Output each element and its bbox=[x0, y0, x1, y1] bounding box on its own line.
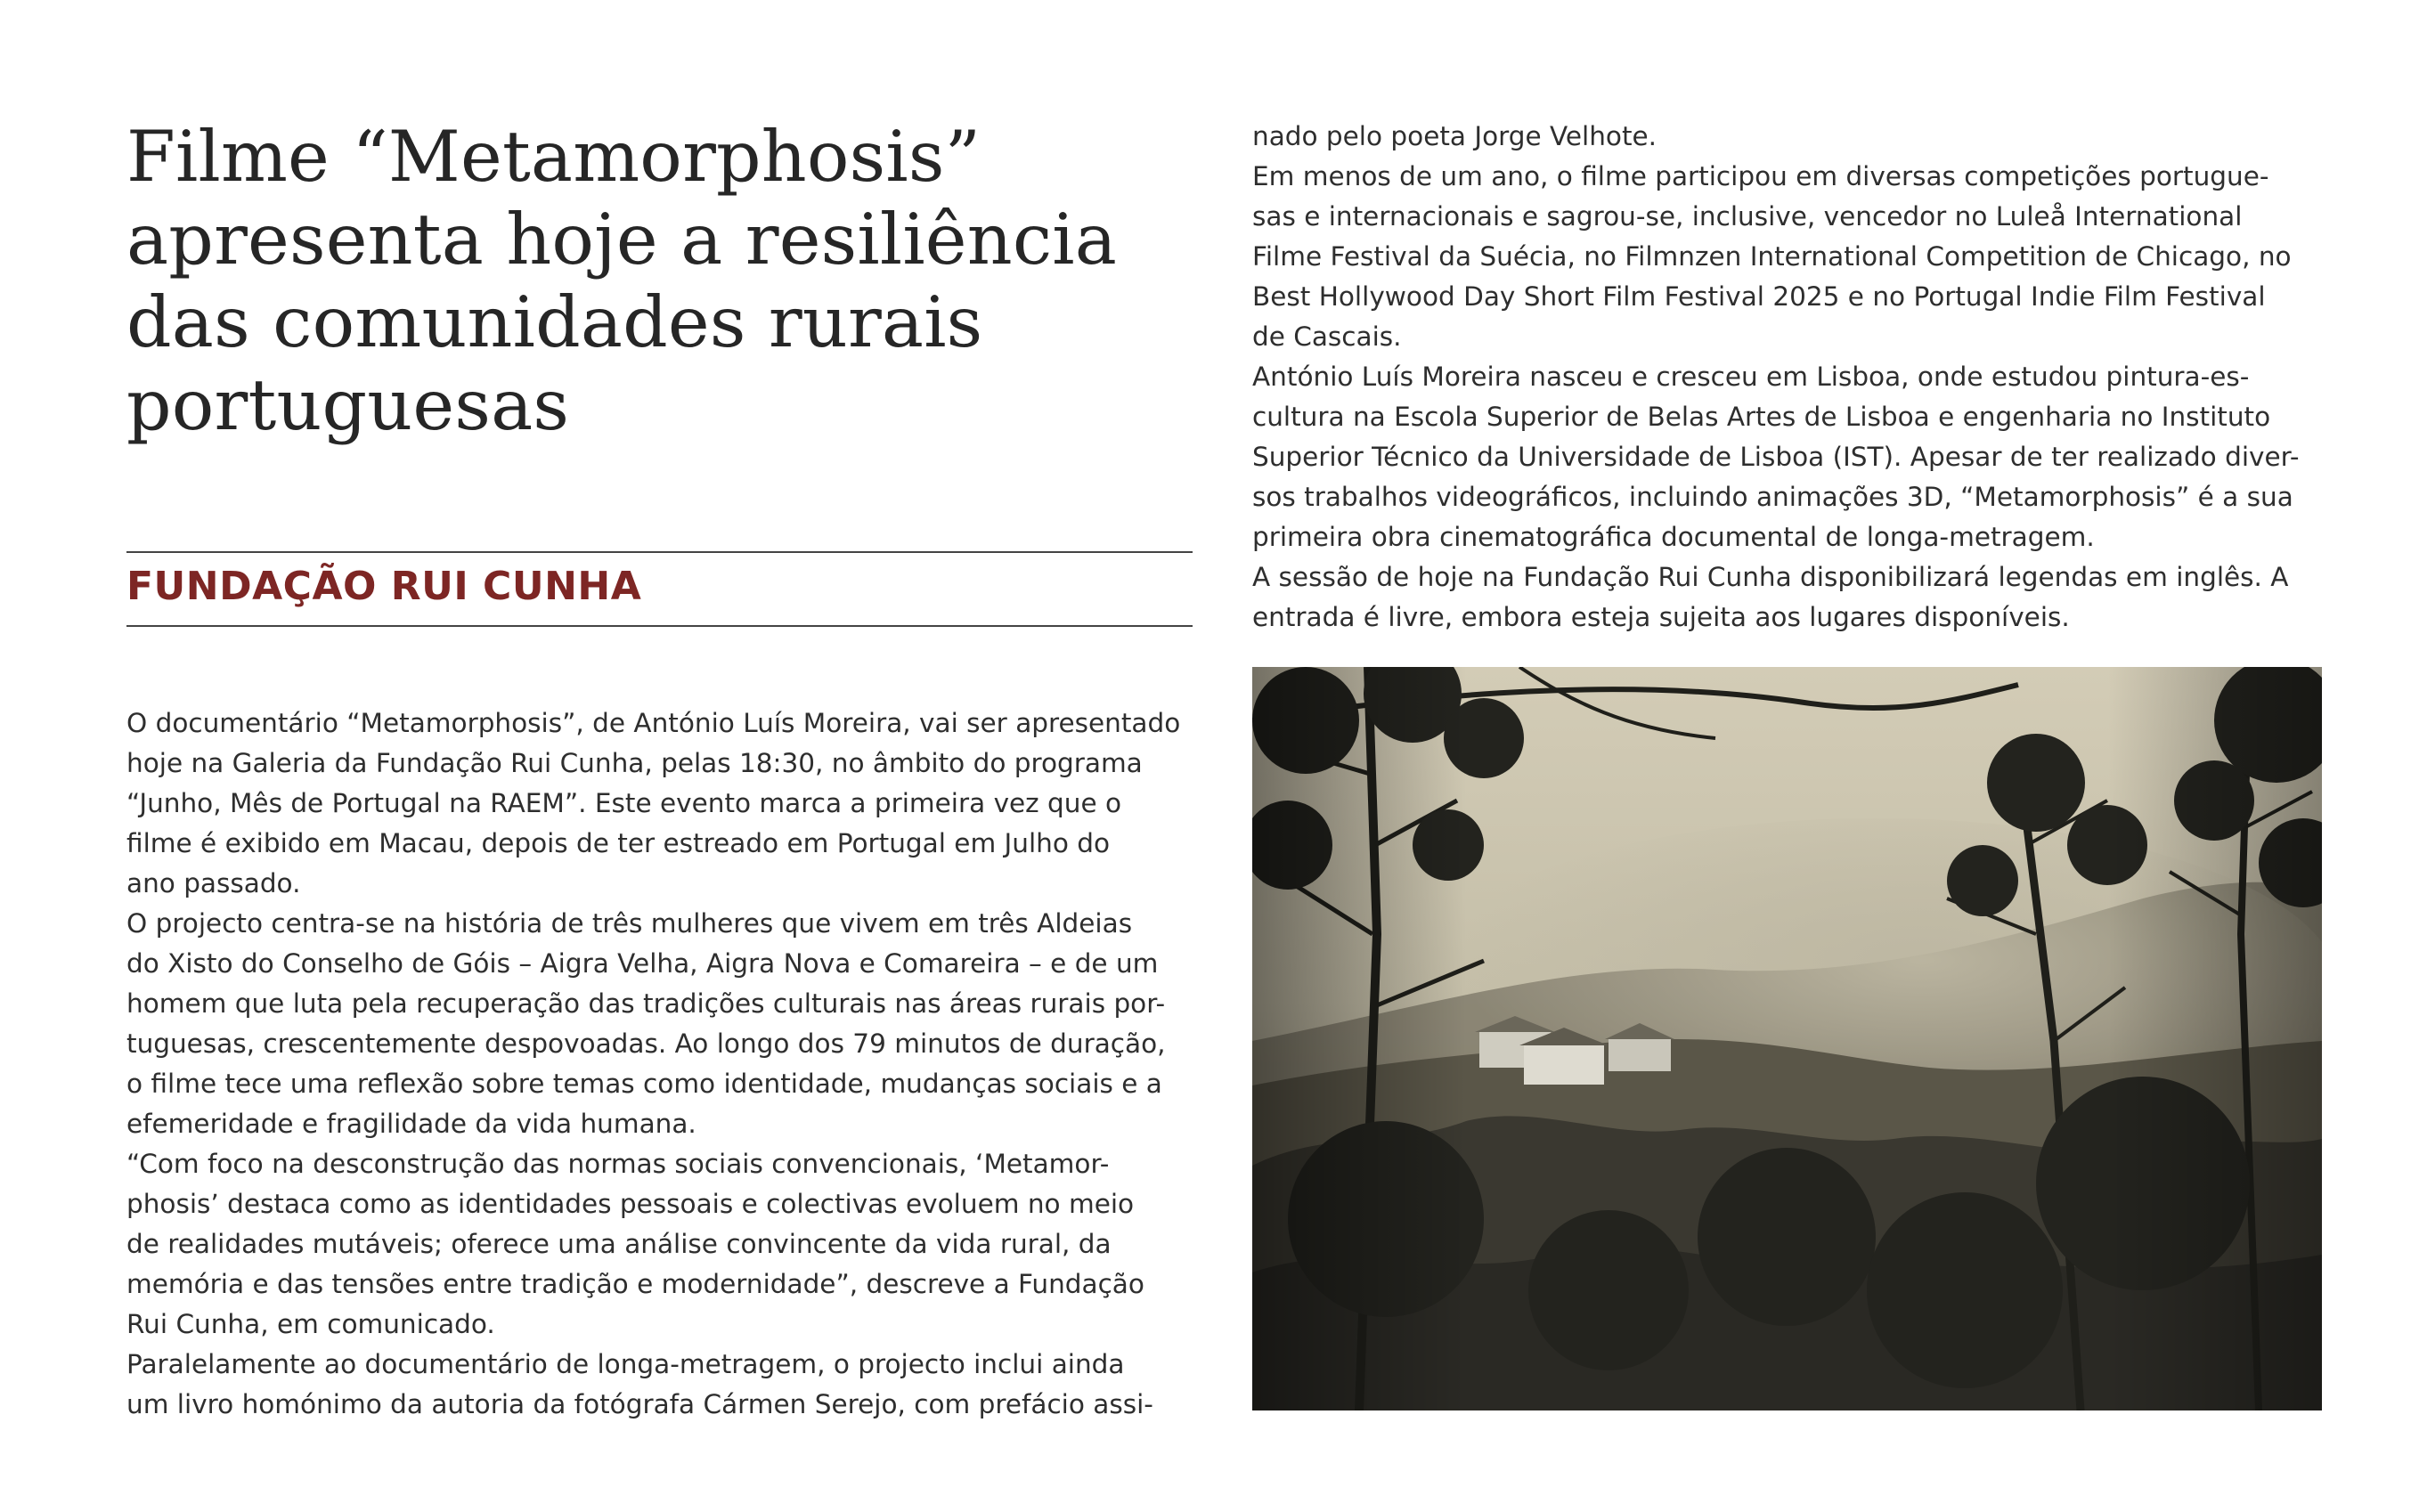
body-paragraph bbox=[126, 703, 1204, 904]
section-label: FUNDAÇÃO RUI CUNHA bbox=[126, 564, 642, 609]
text-line: primeira obra cinematográfica documental de longa-metragem. bbox=[1252, 522, 2095, 552]
text-line: “Com foco na desconstrução das normas sociais convencionais, ‘Metamor- bbox=[126, 1149, 1110, 1179]
text-line: de Cascais. bbox=[1252, 321, 1402, 352]
text-line: “Junho, Mês de Portugal na RAEM”. Este evento marca a primeira vez que o bbox=[126, 788, 1122, 818]
headline-line: apresenta hoje a resiliência bbox=[126, 199, 1118, 280]
text-line: Filme Festival da Suécia, no Filmnzen International Competition de Chicago, no bbox=[1252, 241, 2292, 272]
text-line: Superior Técnico da Universidade de Lisboa (IST). Apesar de ter realizado diver- bbox=[1252, 442, 2300, 472]
text-line: efemeridade e fragilidade da vida humana. bbox=[126, 1109, 696, 1139]
text-line: o filme tece uma reflexão sobre temas como identidade, mudanças sociais e a bbox=[126, 1069, 1162, 1099]
text-line: sos trabalhos videográficos, incluindo animações 3D, “Metamorphosis” é a sua bbox=[1252, 482, 2293, 512]
text-line: Rui Cunha, em comunicado. bbox=[126, 1309, 495, 1339]
text-line: cultura na Escola Superior de Belas Artes de Lisboa e engenharia no Instituto bbox=[1252, 402, 2271, 432]
photo-landscape bbox=[1252, 667, 2322, 1410]
body-paragraph bbox=[1252, 357, 2330, 557]
text-line: phosis’ destaca como as identidades pessoais e colectivas evoluem no meio bbox=[126, 1189, 1135, 1219]
body-paragraph bbox=[126, 1345, 1204, 1425]
text-line: ano passado. bbox=[126, 868, 301, 898]
text-line: homem que luta pela recuperação das tradições culturais nas áreas rurais por- bbox=[126, 988, 1166, 1019]
text-line: O projecto centra-se na história de três mulheres que vivem em três Aldeias bbox=[126, 908, 1133, 939]
text-line: de realidades mutáveis; oferece uma análise convincente da vida rural, da bbox=[126, 1229, 1112, 1259]
text-line: Paralelamente ao documentário de longa-metragem, o projecto inclui ainda bbox=[126, 1349, 1125, 1379]
text-line: filme é exibido em Macau, depois de ter estreado em Portugal em Julho do bbox=[126, 828, 1111, 858]
text-line: O documentário “Metamorphosis”, de António Luís Moreira, vai ser apresentado bbox=[126, 708, 1181, 738]
body-paragraph-quote bbox=[126, 1144, 1204, 1345]
text-line: Best Hollywood Day Short Film Festival 2025 e no Portugal Indie Film Festival bbox=[1252, 281, 2266, 312]
headline-line: Filme “Metamorphosis” bbox=[126, 116, 981, 198]
text-line: tuguesas, crescentemente despovoadas. Ao longo dos 79 minutos de duração, bbox=[126, 1028, 1166, 1059]
headline-line: das comunidades rurais bbox=[126, 281, 983, 363]
headline-line: portuguesas bbox=[126, 364, 570, 446]
text-line: Em menos de um ano, o filme participou em diversas competições portugue- bbox=[1252, 161, 2269, 191]
body-paragraph bbox=[1252, 557, 2330, 638]
text-line: A sessão de hoje na Fundação Rui Cunha disponibilizará legendas em inglês. A bbox=[1252, 562, 2289, 592]
text-line: hoje na Galeria da Fundação Rui Cunha, pelas 18:30, no âmbito do programa bbox=[126, 748, 1143, 778]
article-body-right-column bbox=[1252, 117, 2330, 638]
article-body-left-column bbox=[126, 703, 1204, 1425]
section-rule-bottom bbox=[126, 625, 1193, 627]
body-paragraph bbox=[126, 904, 1204, 1144]
text-line: sas e internacionais e sagrou-se, inclusive, vencedor no Luleå International bbox=[1252, 201, 2243, 232]
article-photo bbox=[1252, 667, 2322, 1410]
text-line: António Luís Moreira nasceu e cresceu em Lisboa, onde estudou pintura-es- bbox=[1252, 362, 2250, 392]
text-line: entrada é livre, embora esteja sujeita aos lugares disponíveis. bbox=[1252, 602, 2070, 632]
body-paragraph bbox=[1252, 157, 2330, 357]
text-line: um livro homónimo da autoria da fotógrafa Cármen Serejo, com prefácio assi- bbox=[126, 1389, 1153, 1419]
article-headline bbox=[126, 116, 1195, 447]
text-line: do Xisto do Conselho de Góis – Aigra Velha, Aigra Nova e Comareira – e de um bbox=[126, 948, 1159, 979]
section-rule-top bbox=[126, 551, 1193, 553]
body-paragraph bbox=[1252, 117, 2330, 157]
text-line: nado pelo poeta Jorge Velhote. bbox=[1252, 121, 1657, 151]
text-line: memória e das tensões entre tradição e modernidade”, descreve a Fundação bbox=[126, 1269, 1144, 1299]
